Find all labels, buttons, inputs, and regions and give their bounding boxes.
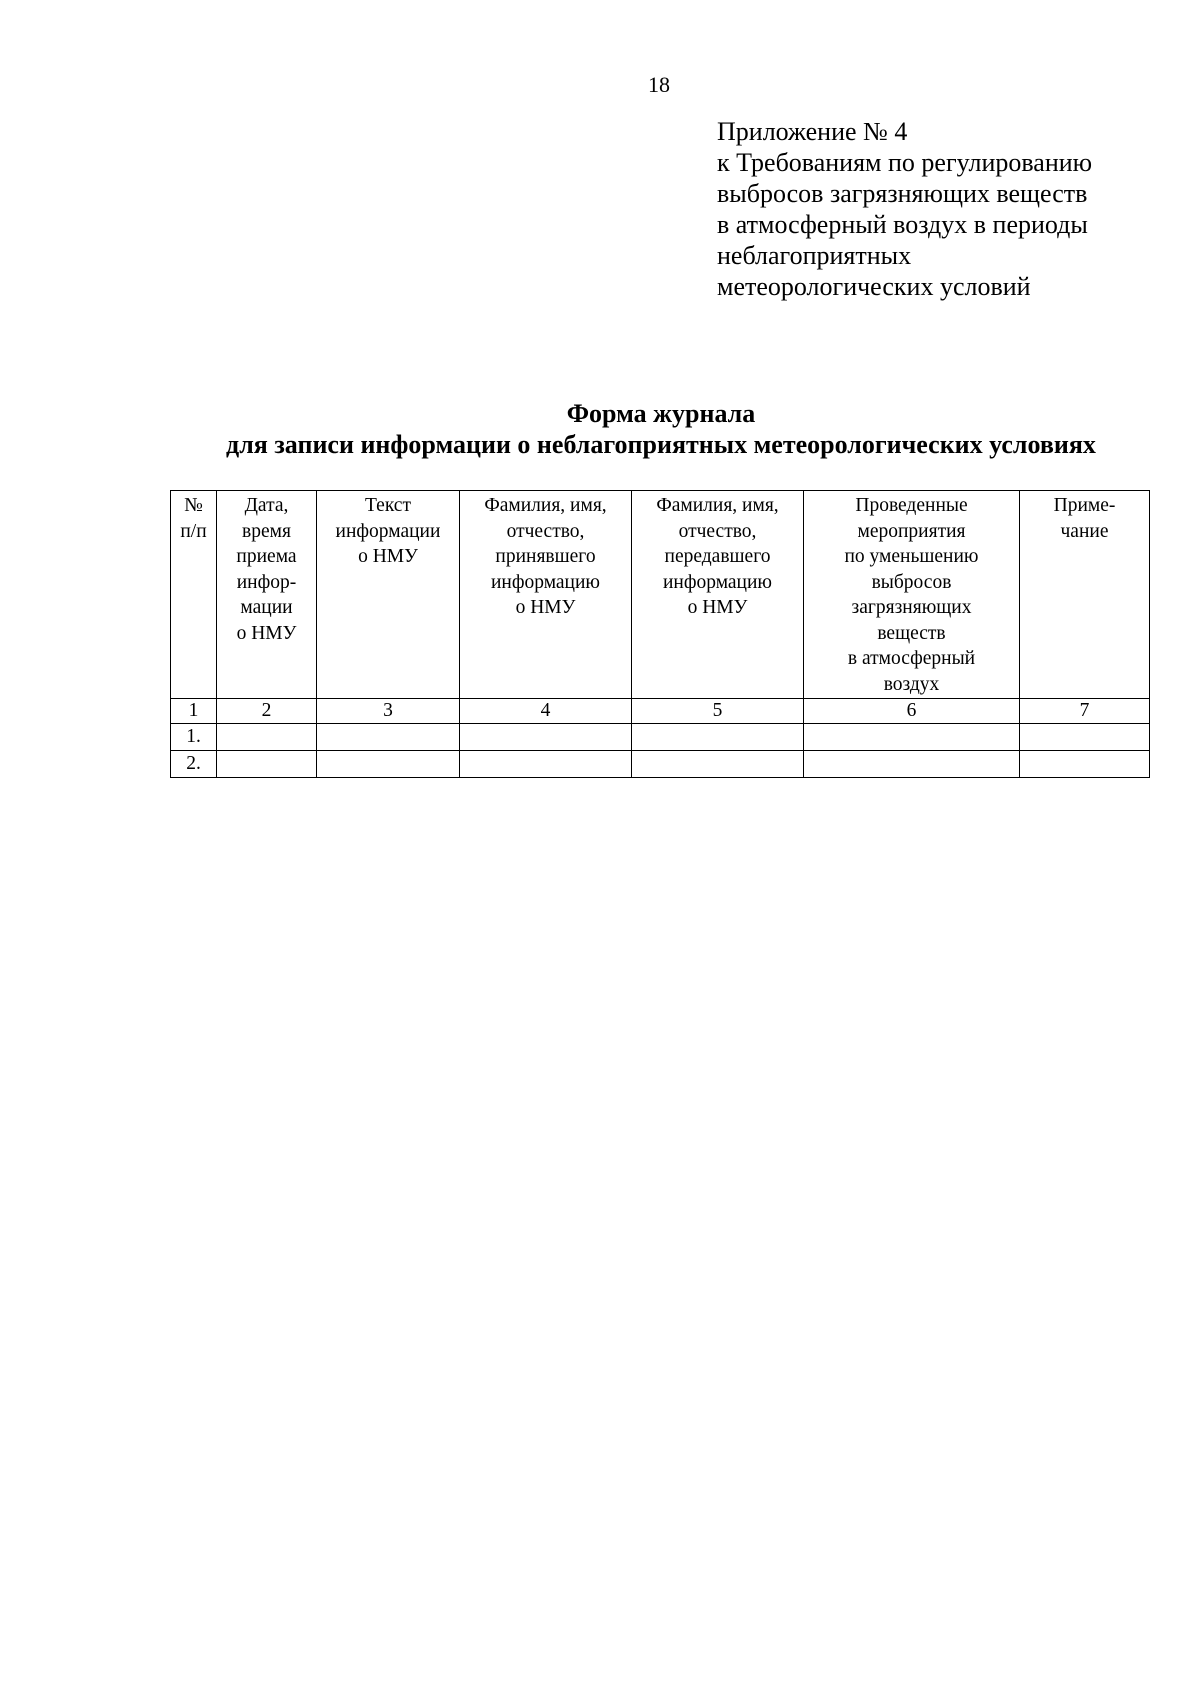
- table-cell: [217, 751, 317, 778]
- column-number-row: [171, 699, 1150, 724]
- header-cell-line: о НМУ: [687, 597, 748, 618]
- appendix-line: в атмосферный воздух в периоды: [717, 210, 1088, 239]
- table-cell: [317, 751, 460, 778]
- table-cell: [460, 724, 632, 751]
- header-cell-line: Дата,: [244, 495, 289, 516]
- header-cell-line: веществ: [877, 622, 946, 644]
- column-number-cell: 3: [317, 699, 460, 724]
- page-number: 18: [648, 72, 670, 97]
- header-cell-line: время: [242, 520, 291, 542]
- header-cell-line: мероприятия: [857, 520, 966, 542]
- table-cell: [1020, 724, 1150, 751]
- header-cell-col-1: [171, 491, 217, 699]
- header-cell-line: воздух: [883, 673, 940, 695]
- appendix-line: неблагоприятных: [717, 241, 912, 270]
- table-cell: [217, 724, 317, 751]
- table-header-row: [171, 491, 1150, 699]
- table-cell: [804, 751, 1020, 778]
- column-number-cell: 4: [460, 699, 632, 724]
- journal-table: [170, 490, 1150, 778]
- table-cell: [804, 724, 1020, 751]
- table-cell: [1020, 751, 1150, 778]
- table-cell: [632, 751, 804, 778]
- header-cell-line: отчество,: [506, 520, 585, 542]
- form-title-line-2: для записи информации о неблагоприятных метеорологических условиях: [226, 430, 1096, 459]
- header-cell-line: отчество,: [678, 520, 757, 542]
- header-cell-line: чание: [1060, 520, 1109, 542]
- table-cell: [632, 724, 804, 751]
- form-title: [150, 398, 1172, 460]
- column-number-cell: 1: [171, 699, 217, 724]
- header-cell-line: принявшего: [495, 546, 596, 567]
- appendix-line: Приложение № 4: [717, 117, 908, 146]
- row-number-cell: 2.: [171, 751, 217, 778]
- table-row: [171, 724, 1150, 751]
- header-cell-line: о НМУ: [515, 597, 576, 618]
- row-number-cell: 1.: [171, 724, 217, 751]
- header-cell-line: информацию: [662, 571, 772, 593]
- header-cell-line: Проведенные: [855, 495, 968, 516]
- table-cell: [317, 724, 460, 751]
- header-cell-line: по уменьшению: [844, 546, 979, 567]
- column-number-cell: 6: [804, 699, 1020, 724]
- header-cell-col-2: [217, 491, 317, 699]
- header-cell-line: информацию: [490, 571, 600, 593]
- appendix-reference: [717, 116, 1187, 302]
- header-cell-line: передавшего: [664, 546, 771, 567]
- header-cell-line: №: [184, 495, 203, 516]
- table-cell: [460, 751, 632, 778]
- header-cell-line: Приме-: [1053, 495, 1116, 516]
- header-cell-line: инфор-: [236, 571, 297, 593]
- header-cell-line: выбросов: [871, 571, 952, 593]
- header-cell-col-4: [460, 491, 632, 699]
- header-cell-col-6: [804, 491, 1020, 699]
- header-cell-col-3: [317, 491, 460, 699]
- header-cell-line: о НМУ: [236, 622, 297, 644]
- header-cell-line: о НМУ: [358, 546, 418, 567]
- header-cell-line: Текст: [365, 495, 411, 516]
- appendix-line: метеорологических условий: [717, 272, 1031, 301]
- header-cell-line: загрязняющих: [851, 597, 972, 618]
- header-cell-line: в атмосферный: [847, 648, 976, 669]
- appendix-line: выбросов загрязняющих веществ: [717, 179, 1088, 208]
- header-cell-line: Фамилия, имя,: [656, 495, 779, 516]
- header-cell-line: мации: [240, 597, 293, 618]
- header-cell-line: информации: [335, 520, 441, 542]
- form-title-line-1: Форма журнала: [566, 399, 756, 428]
- header-cell-line: Фамилия, имя,: [484, 495, 607, 516]
- appendix-line: к Требованиям по регулированию: [717, 148, 1093, 177]
- column-number-cell: 2: [217, 699, 317, 724]
- column-number-cell: 5: [632, 699, 804, 724]
- table-row: [171, 751, 1150, 778]
- header-cell-col-7: [1020, 491, 1150, 699]
- header-cell-line: приема: [236, 546, 297, 567]
- header-cell-line: п/п: [180, 520, 207, 542]
- column-number-cell: 7: [1020, 699, 1150, 724]
- header-cell-col-5: [632, 491, 804, 699]
